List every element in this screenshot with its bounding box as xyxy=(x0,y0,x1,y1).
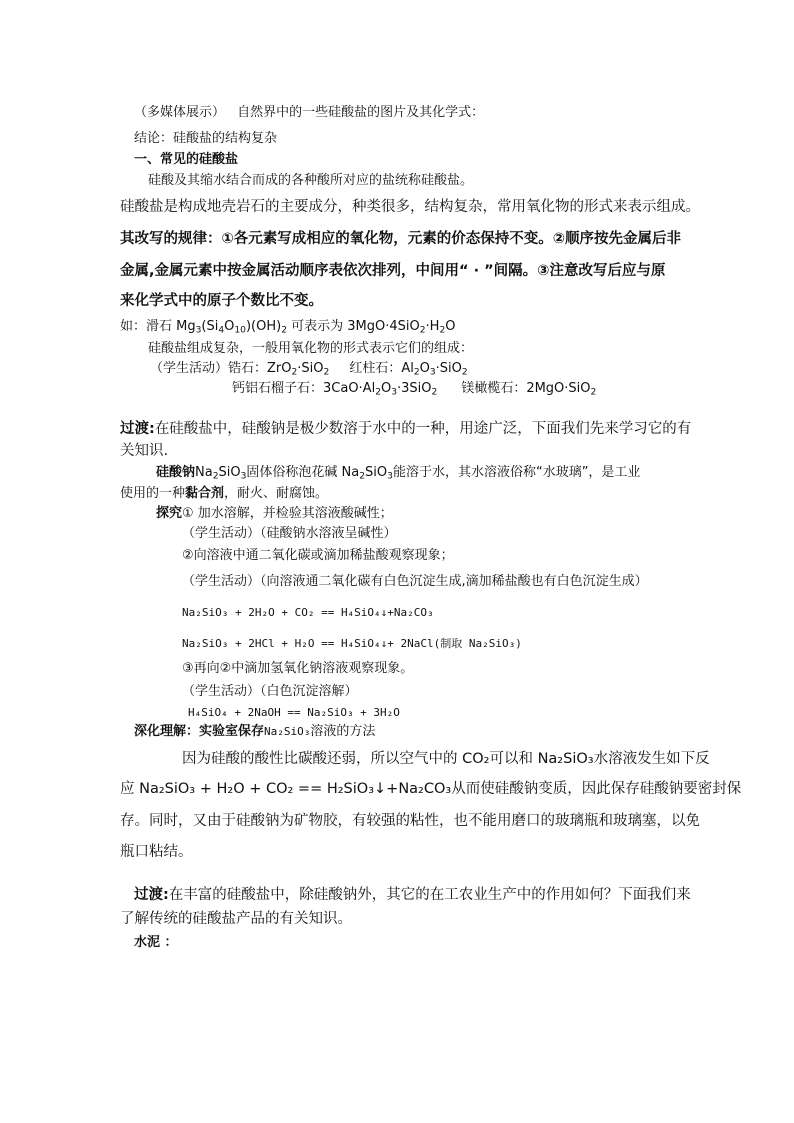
transition-label: 过渡: xyxy=(120,421,155,437)
explore-step-2: ②向溶液中通二氧化碳或滴加稀盐酸观察现象； xyxy=(182,548,454,563)
section-heading: 一、常见的硅酸盐 xyxy=(134,152,239,167)
example-note: 硅酸盐组成复杂，一般用氧化物的形式表示它们的组成： xyxy=(148,341,474,356)
intro-line xyxy=(134,104,484,122)
explore-label: 探究 xyxy=(156,506,183,521)
talc-example: 如：滑石 $Mg_3(Si_4O_{10})(OH)_2$ 可表示为 $3MgO\cdot 4SiO_2\cdot H_2O$ xyxy=(120,319,456,336)
media-tag: （多媒体展示） xyxy=(134,105,226,120)
andalusite: 红柱石：$Al_2O_3\cdot SiO_2$ xyxy=(349,361,468,378)
deep-line-3: 存。同时，又由于硅酸钠为矿物胶，有较强的粘性，也不能用磨口的玻璃瓶和玻璃塞，以免 xyxy=(120,813,700,829)
media-text: 自然界中的一些硅酸盐的图片及其化学式： xyxy=(237,105,485,120)
equation-3: H₄SiO₄ + 2NaOH == Na₂SiO₃ + 3H₂O xyxy=(188,706,400,719)
explore-step-1: 探究① 加水溶解，并检验其溶液酸碱性； xyxy=(156,506,393,521)
activity-tag: （学生活动） xyxy=(150,361,229,376)
rule-line-1: 其改写的规律：①各元素写成相应的氧化物，元素的价态保持不变。②顺序按先金属后非 xyxy=(120,231,682,247)
equation-1: Na₂SiO₃ + 2H₂O + CO₂ == H₄SiO₄↓+Na₂CO₃ xyxy=(182,606,434,619)
minerals-line-1 xyxy=(150,360,468,378)
cement-heading: 水泥 ： xyxy=(134,935,178,950)
transition-1-line-1: 过渡:在硅酸盐中，硅酸钠是极少数溶于水中的一种，用途广泛，下面我们先来学习它的有 xyxy=(120,421,692,437)
explore-step-3: ③再向②中滴加氢氧化钠溶液观察现象。 xyxy=(182,661,414,676)
sodium-silicate-line-2: 使用的一种黏合剂，耐火、耐腐蚀。 xyxy=(120,486,329,501)
deep-heading: 深化理解：实验室保存Na₂SiO₃溶液的方法 xyxy=(134,724,376,739)
transition-2-line-2: 了解传统的硅酸盐产品的有关知识。 xyxy=(120,911,352,927)
transition-1-line-2: 关知识. xyxy=(120,443,169,459)
equation-2: Na₂SiO₃ + 2HCl + H₂O == H₄SiO₄↓+ 2NaCl(制取 Na₂SiO₃) xyxy=(182,637,522,650)
olivine: 镁橄榄石：2MgO·SiO$_2$ xyxy=(461,381,597,398)
explore-activity-3: （学生活动）（白色沉淀溶解） xyxy=(182,684,358,699)
deep-line-1: 因为硅酸的酸性比碳酸还弱，所以空气中的 CO₂可以和 Na₂SiO₃水溶液发生如下反 xyxy=(182,751,710,767)
rule-line-3: 来化学式中的原子个数比不变。 xyxy=(120,293,323,309)
conclusion: 结论：硅酸盐的结构复杂 xyxy=(134,131,278,146)
minerals-line-2 xyxy=(232,380,596,398)
zircon: 锆石：ZrO$_2$·SiO$_2$ xyxy=(228,361,330,378)
deep-line-2: 应 Na₂SiO₃ + H₂O + CO₂ == H₂SiO₃↓+Na₂CO₃从而使硅酸钠变质，因此保存硅酸钠要密封保 xyxy=(120,781,742,797)
explore-activity-2: （学生活动）（向溶液通二氧化碳有白色沉淀生成,滴加稀盐酸也有白色沉淀生成） xyxy=(182,574,648,589)
rule-line-2: 金属,金属元素中按金属活动顺序表依次排列，中间用“ · ”间隔。③注意改写后应与原 xyxy=(120,263,666,279)
composition: 硅酸盐是构成地壳岩石的主要成分，种类很多，结构复杂，常用氧化物的形式来表示组成。 xyxy=(120,199,700,215)
garnet: 钙铝石榴子石：$3CaO\cdot Al_2O_3\cdot 3SiO_2$ xyxy=(232,381,438,398)
sodium-silicate-line-1: 硅酸钠$Na_2SiO_3$固体俗称泡花碱 $Na_2SiO_3$能溶于水，其水溶液俗称“水玻璃”，是工业 xyxy=(156,465,641,482)
transition-2-line-1: 过渡:在丰富的硅酸盐中，除硅酸钠外，其它的在工农业生产中的作用如何？下面我们来 xyxy=(134,887,691,903)
explore-activity-1: （学生活动）（硅酸钠水溶液呈碱性） xyxy=(182,526,397,541)
sodium-silicate-label: 硅酸钠 xyxy=(156,465,196,480)
deep-line-4: 瓶口粘结。 xyxy=(120,844,193,860)
definition: 硅酸及其缩水结合而成的各种酸所对应的盐统称硅酸盐。 xyxy=(148,173,474,188)
